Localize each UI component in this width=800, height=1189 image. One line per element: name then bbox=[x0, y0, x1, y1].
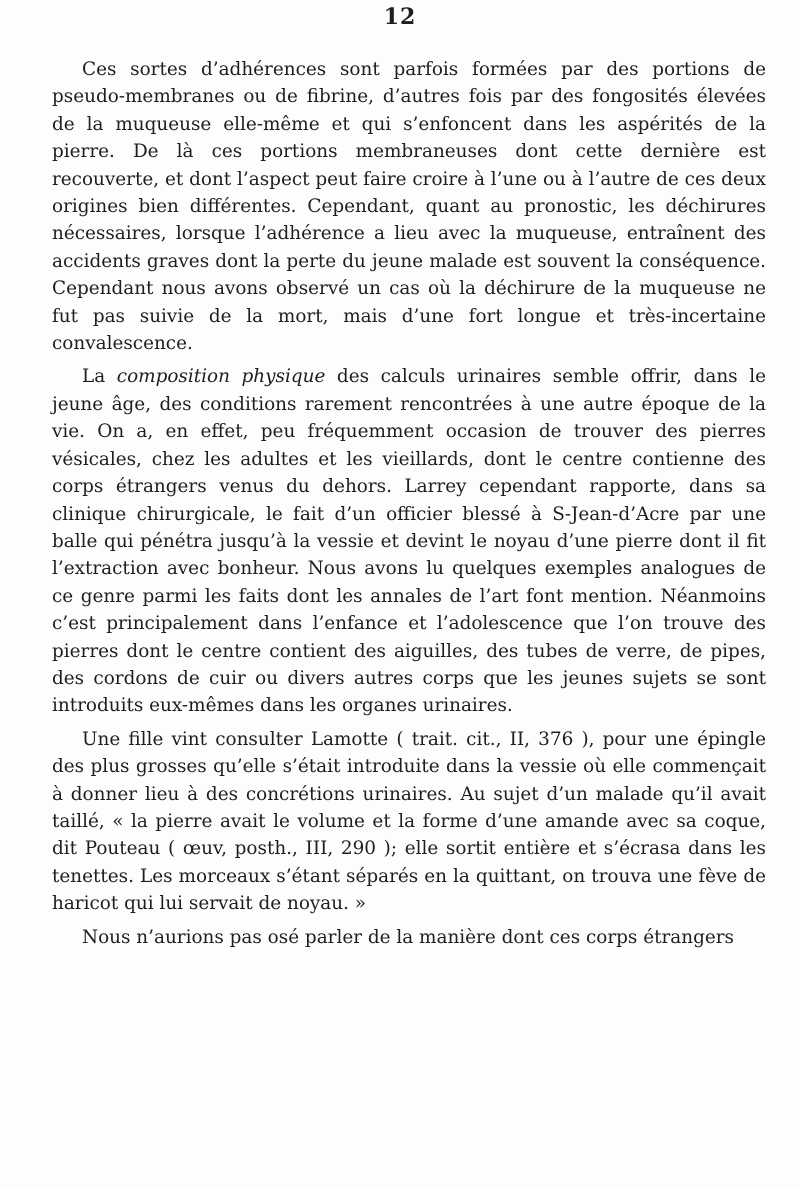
paragraph-text: Une fille vint consulter Lamotte ( trait. cit., II, 376 ), pour une épingle des plus grosses qu’elle s’était introduite dans la vessie où elle commençait à donner lieu à des concrétions urinaires. Au sujet d’un malade qu’il avait taillé, « la pierre avait le volume et la forme d’une amande avec sa coque, dit Pouteau ( œuv, posth., III, 290 ); elle sortit entière et s’écrasa dans les tenettes. Les morceaux s’étant séparés en la quittant, on trouva une fève de haricot qui lui servait de noyau. » bbox=[52, 728, 766, 915]
paragraph-text: Ces sortes d’adhérences sont parfois formées par des portions de pseudo-membranes ou de fibrine, d’autres fois par des fongosités élevées de la muqueuse elle-même et qui s’enfoncent dans les aspérités de la pierre. De là ces portions membraneuses dont cette dernière est recouverte, et dont l’aspect peut faire croire à l’une ou à l’autre de ces deux origines bien différentes. Cependant, quant au pronostic, les déchirures nécessaires, lorsque l’adhérence a lieu avec la muqueuse, entraînent des accidents graves dont la perte du jeune malade est souvent la conséquence. Cependant nous avons observé un cas où la déchirure de la muqueuse ne fut pas suivie de la mort, mais d’une fort longue et très-incertaine convalescence. bbox=[52, 59, 766, 355]
paragraph-adherences bbox=[52, 56, 766, 357]
paragraph-lamotte bbox=[52, 726, 766, 918]
paragraph-composition-physique bbox=[52, 363, 766, 719]
italic-phrase: composition physique bbox=[116, 366, 326, 388]
paragraph-text: Nous n’aurions pas osé parler de la manière dont ces corps étrangers bbox=[82, 926, 734, 948]
paragraph-text: des calculs urinaires semble offrir, dans le jeune âge, des conditions rarement rencontrées à une autre époque de la vie. On a, en effet, peu fréquemment occasion de trouver des pierres vésicales, chez les adultes et les vieillards, dont le centre contienne des corps étrangers venus du dehors. Larrey cependant rapporte, dans sa clinique chirurgicale, le fait d’un officier blessé à S‑Jean-d’Acre par une balle qui pénétra jusqu’à la vessie et devint le noyau d’une pierre dont il fit l’extraction avec bonheur. Nous avons lu quelques exemples analogues de ce genre parmi les faits dont les annales de l’art font mention. Néanmoins c’est principalement dans l’enfance et l’adolescence que l’on trouve des pierres dont le centre contient des aiguilles, des tubes de verre, de pipes, des cordons de cuir ou divers autres corps que les jeunes sujets se sont introduits eux-mêmes dans les organes urinaires. bbox=[52, 366, 766, 717]
page-number: 12 bbox=[383, 4, 417, 30]
paragraph-continuation bbox=[52, 924, 766, 951]
body-text bbox=[52, 56, 766, 951]
paragraph-text: La bbox=[82, 366, 117, 388]
